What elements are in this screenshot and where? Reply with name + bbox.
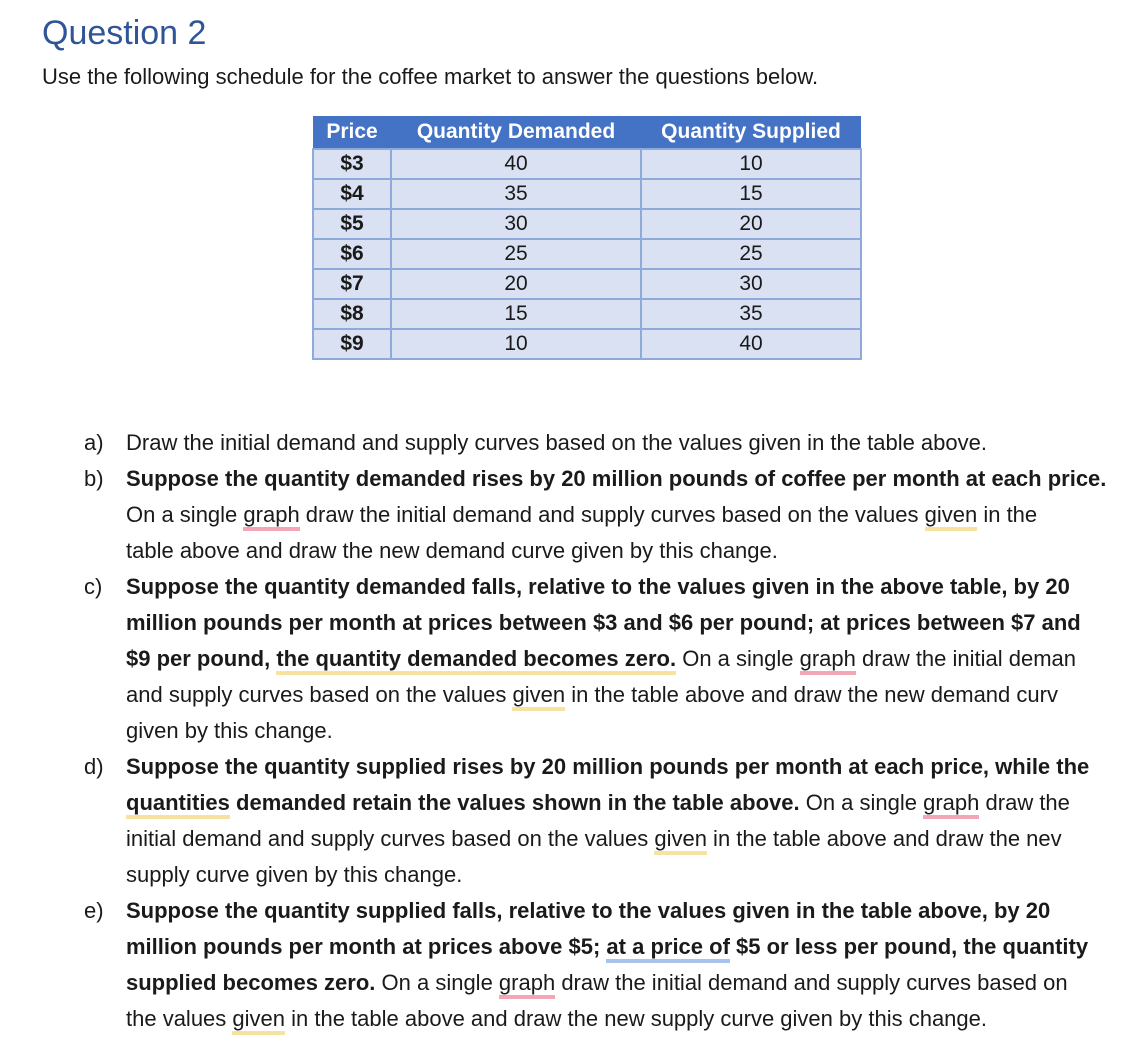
quantity-supplied-cell: 40 [641,329,861,359]
table-row [313,299,861,329]
question-bold-text: million pounds per month at prices between $3 and $6 per pound; at prices between $7 and [126,610,1081,635]
table-row [313,149,861,179]
spellcheck-underline: graph [923,790,979,819]
intro-text: Use the following schedule for the coffee market to answer the questions below. [42,64,819,89]
question-item-a [0,425,1122,461]
price-cell: $8 [313,299,391,329]
quantity-demanded-cell: 20 [391,269,641,299]
table-row [313,179,861,209]
quantity-supplied-cell: 15 [641,179,861,209]
question-line: $9 per pound, the quantity demanded becomes zero. On a single graph draw the initial deman [126,641,1122,677]
question-item-d [0,749,1122,893]
question-item-e [0,893,1122,1037]
question-line: table above and draw the new demand curve given by this change. [126,538,778,563]
question-bold-text: Suppose the quantity supplied rises by 20 million pounds per month at each price, while the [126,754,1090,779]
grammar-underline: given [654,826,707,855]
grammar-underline: given [232,1006,285,1035]
quantity-demanded-cell: 30 [391,209,641,239]
question-marker: c) [84,574,103,599]
question-bold-text: Suppose the quantity demanded falls, relative to the values given in the above table, by 20 [126,574,1070,599]
quantity-supplied-cell: 20 [641,209,861,239]
question-item-b [0,461,1122,569]
quantity-demanded-cell: 25 [391,239,641,269]
question-line: initial demand and supply curves based on the values given in the table above and draw the nev [126,821,1122,857]
question-line: million pounds per month at prices above $5; at a price of $5 or less per pound, the quantity [126,929,1122,965]
header-quantity-supplied: Quantity Supplied [641,116,861,149]
table-header-row [313,116,861,149]
question-marker: d) [84,754,104,779]
grammar-underline: given [512,682,565,711]
quantity-demanded-cell: 35 [391,179,641,209]
question-item-c [0,569,1122,749]
question-line: given by this change. [126,718,333,743]
grammar-underline: quantities [126,790,230,819]
quantity-demanded-cell: 10 [391,329,641,359]
question-line: supplied becomes zero. On a single graph draw the initial demand and supply curves based on [126,965,1122,1001]
table-row [313,269,861,299]
header-price: Price [313,116,391,149]
spellcheck-underline: graph [800,646,856,675]
question-line: Draw the initial demand and supply curves based on the values given in the table above. [126,430,987,455]
spellcheck-underline: graph [243,502,299,531]
price-cell: $4 [313,179,391,209]
question-line: and supply curves based on the values given in the table above and draw the new demand curv [126,677,1122,713]
table-row [313,239,861,269]
price-cell: $3 [313,149,391,179]
question-marker: e) [84,898,104,923]
question-line: quantities demanded retain the values shown in the table above. On a single graph draw the [126,785,1122,821]
question-marker: a) [84,430,104,455]
quantity-supplied-cell: 25 [641,239,861,269]
page-title: Question 2 [42,14,207,52]
grammar-underline: given [925,502,978,531]
question-line: On a single graph draw the initial demand and supply curves based on the values given in the [126,497,1122,533]
question-list [0,425,1122,1037]
coffee-market-schedule-table [312,116,862,360]
header-quantity-demanded: Quantity Demanded [391,116,641,149]
quantity-demanded-cell: 40 [391,149,641,179]
price-cell: $6 [313,239,391,269]
grammar-underline: at a price of [606,934,729,963]
grammar-underline: the quantity demanded becomes zero. [276,646,676,675]
price-cell: $9 [313,329,391,359]
question-line: supply curve given by this change. [126,862,463,887]
quantity-supplied-cell: 35 [641,299,861,329]
question-bold-text: Suppose the quantity supplied falls, relative to the values given in the table above, by 20 [126,898,1051,923]
price-cell: $5 [313,209,391,239]
table-row [313,329,861,359]
question-marker: b) [84,466,104,491]
price-cell: $7 [313,269,391,299]
quantity-supplied-cell: 10 [641,149,861,179]
quantity-supplied-cell: 30 [641,269,861,299]
question-bold-text: Suppose the quantity demanded rises by 20 million pounds of coffee per month at each price. [126,466,1107,491]
question-line: the values given in the table above and draw the new supply curve given by this change. [126,1001,1122,1037]
table-row [313,209,861,239]
spellcheck-underline: graph [499,970,555,999]
quantity-demanded-cell: 15 [391,299,641,329]
